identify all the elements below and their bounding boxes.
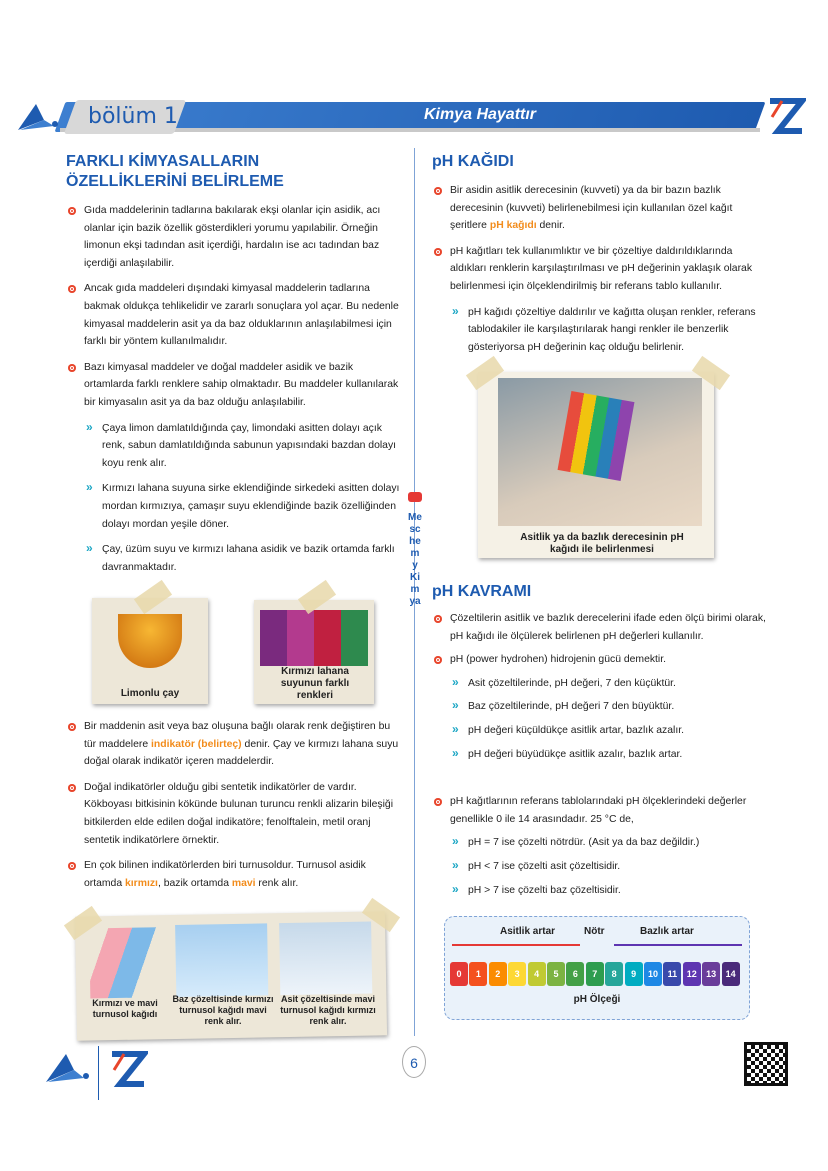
text: En çok bilinen indikatörlerden biri turnusoldur. Turnusol asidik ortamda (84, 860, 366, 889)
sub-item: » Kırmızı lahana suyuna sirke eklendiğinde sirkedeki asitten dolayı mordan kırmızıya, çamaşır suyu eklendiğinde bazik özelliğinden dolayı mordan yeşile döner. (66, 480, 400, 533)
brand-logo-icon (14, 100, 60, 134)
ph-cell-5: 5 (547, 962, 565, 986)
paragraph: Bazı kimyasal maddeler ve doğal maddeler asidik ve bazik ortamlarda farklı renklere sahip olmaktadır. Bu maddeler kullanılarak bir kimyasalın asit ya da baz olduğu anlaşılabilir. (66, 359, 400, 412)
highlight-term: pH kağıdı (489, 220, 537, 232)
text: renk alır. (255, 877, 299, 889)
ph-cell-12: 12 (683, 962, 701, 986)
ph-cell-14: 14 (722, 962, 740, 986)
photo-caption: Baz çözeltisinde kırmızı turnusol kağıdı mavi renk alır. (172, 994, 274, 1026)
left-column (66, 152, 400, 582)
photo-caption: Kırmızı lahana suyunun farklı renkleri (280, 666, 350, 701)
sub-item: » Asit çözeltilerinde, pH değeri, 7 den küçüktür. (432, 675, 766, 693)
base-beaker-image (175, 923, 268, 997)
ph-cell-0: 0 (450, 962, 468, 986)
photo-caption: Limonlu çay (120, 688, 180, 699)
ph-cell-10: 10 (644, 962, 662, 986)
qr-code-icon[interactable] (744, 1042, 788, 1086)
sub-item: » pH kağıdı çözeltiye daldırılır ve kağıtta oluşan renkler, referans tablodakiler ile karşılaştırılarak hangi renkler ile benzerlik gösteriyorsa pH değerinin kaç olduğu belirlenir. (432, 304, 766, 357)
text: denir. (536, 220, 565, 232)
paragraph: Ancak gıda maddeleri dışındaki kimyasal maddelerin tadlarına bakmak oldukça tehlikelidir ve zararlı sonuçlara yol açar. Bu nedenle kimyasal maddelerin asit ya da baz olduklarının anlaşılabilmesi için farklı bir yöntem kullanılmalıdır. (66, 280, 400, 350)
vertical-brand-text: Meschemy Kimya (408, 512, 422, 607)
text: Bir asidin asitlik derecesinin (kuvveti) ya da bir bazın bazlık derecesinin (kuvveti) belirlenebilmesi için kullanılan özel kağıt şeritlere (450, 185, 733, 232)
ph-paper-photo (478, 372, 714, 558)
paragraph: pH kağıtları tek kullanımlıktır ve bir çözeltiye daldırıldıklarında aldıkları renklerin karşılaştırılması ve pH değerinin yaklaşık olarak belirlenmesi için ölçeklendirilmiş bir referans tablo kullanılır. (432, 243, 766, 296)
neutral-label: Nötr (584, 926, 605, 937)
ph-cell-8: 8 (605, 962, 623, 986)
highlight-term: indikatör (belirteç) (151, 738, 242, 750)
section-heading: FARKLI KİMYASALLARIN (66, 153, 260, 170)
section-heading: ÖZELLİKLERİNİ BELİRLEME (66, 173, 284, 190)
text: denir. Çay ve kırmızı lahana suyu doğal olarak indikatör içeren maddelerdir. (84, 738, 399, 768)
base-arrow-label: Bazlık artar (640, 926, 694, 937)
sub-item: » Çay, üzüm suyu ve kırmızı lahana asidik ve bazik ortamda farklı davranmaktadır. (66, 541, 400, 576)
ph-cell-2: 2 (489, 962, 507, 986)
footer-logo-icon (42, 1050, 92, 1086)
acid-beaker-image (279, 922, 372, 996)
footer-divider (98, 1046, 99, 1100)
ph-cell-3: 3 (508, 962, 526, 986)
sub-item: » pH değeri küçüldükçe asitlik artar, bazlık azalır. (432, 722, 766, 740)
section-heading: pH KAVRAMI (432, 583, 532, 600)
beakers-image (260, 610, 368, 666)
sub-item: » pH değeri büyüdükçe asitlik azalır, bazlık artar. (432, 746, 766, 764)
text: , bazik ortamda (157, 877, 232, 889)
ph-cell-7: 7 (586, 962, 604, 986)
photo-caption: Asit çözeltisinde mavi turnusol kağıdı kırmızı renk alır. (280, 994, 376, 1026)
sub-item: » pH > 7 ise çözelti baz çözeltisidir. (432, 882, 766, 900)
text: Bir maddenin asit veya baz oluşuna bağlı olarak renk değiştiren bu tür maddelere (84, 721, 391, 750)
sub-item: » Çaya limon damlatıldığında çay, limondaki asitten dolayı açık renk, sabun damlatıldığında sabunun yapısındaki bazdan dolayı koyu renk alır. (66, 420, 400, 473)
tea-cup-image (118, 614, 182, 668)
base-arrow (614, 944, 742, 946)
paragraph: Çözeltilerin asitlik ve bazlık derecelerini ifade eden ölçü birimi olarak, pH kağıdı ile ölçülerek belirlenen pH değerleri kullanılır. (432, 610, 766, 645)
footer-z-logo-icon (108, 1050, 148, 1088)
paragraph (66, 718, 400, 771)
sub-item: » Baz çözeltilerinde, pH değeri 7 den büyüktür. (432, 698, 766, 716)
photo-caption: Kırmızı ve mavi turnusol kağıdı (92, 998, 158, 1019)
highlight-term: kırmızı (125, 877, 158, 889)
sub-item: » pH = 7 ise çözelti nötrdür. (Asit ya da baz değildir.) (432, 834, 766, 852)
scale-caption: pH Ölçeği (573, 994, 621, 1005)
paragraph: Doğal indikatörler olduğu gibi sentetik indikatörler de vardır. Kökboyası bitkisinin kökünde bulunan turuncu renkli alizarin bileşiği bitkilerden elde edilen doğal indikatöre; fenolftalein, metil oranj sentetik indikatörlere örnektir. (66, 779, 400, 849)
ph-cell-4: 4 (528, 962, 546, 986)
highlight-term: mavi (231, 877, 256, 889)
ph-chart-image (558, 391, 635, 481)
ph-cell-11: 11 (663, 962, 681, 986)
right-column-lower (432, 582, 766, 905)
z-logo-icon (766, 97, 806, 135)
youtube-icon[interactable] (408, 492, 422, 502)
paragraph: pH kağıtlarının referans tablolarındaki pH ölçeklerindeki değerler genellikle 0 ile 14 arasındadır. 25 °C de, (432, 793, 766, 828)
ph-cell-9: 9 (625, 962, 643, 986)
litmus-strips-image (89, 927, 160, 998)
acid-arrow-label: Asitlik artar (500, 926, 556, 937)
photo-caption: Asitlik ya da bazlık derecesinin pH kağıdı ile belirlenmesi (520, 532, 684, 555)
ph-cell-6: 6 (566, 962, 584, 986)
right-column (432, 152, 766, 362)
section-heading: pH KAĞIDI (432, 153, 514, 170)
paragraph (66, 857, 400, 892)
chapter-label: bölüm 1 (88, 104, 178, 129)
acid-arrow (452, 944, 580, 946)
ph-cell-1: 1 (469, 962, 487, 986)
page-number: 6 (402, 1046, 426, 1078)
paragraph: pH (power hydrohen) hidrojenin gücü demektir. (432, 651, 766, 669)
left-column-lower (66, 718, 400, 898)
sub-item: » pH < 7 ise çözelti asit çözeltisidir. (432, 858, 766, 876)
header-title: Kimya Hayattır (423, 106, 537, 123)
ph-cell-13: 13 (702, 962, 720, 986)
paragraph: Gıda maddelerinin tadlarına bakılarak ekşi olanlar için asidik, acı olanlar için bazik özellik gösterdikleri yorumu yapılabilir. Örneğin limonun ekşi tadından asit içerdiği, hardalın ise acı tadından baz içerdiği anlaşılabilir. (66, 202, 400, 272)
paragraph (432, 182, 766, 235)
